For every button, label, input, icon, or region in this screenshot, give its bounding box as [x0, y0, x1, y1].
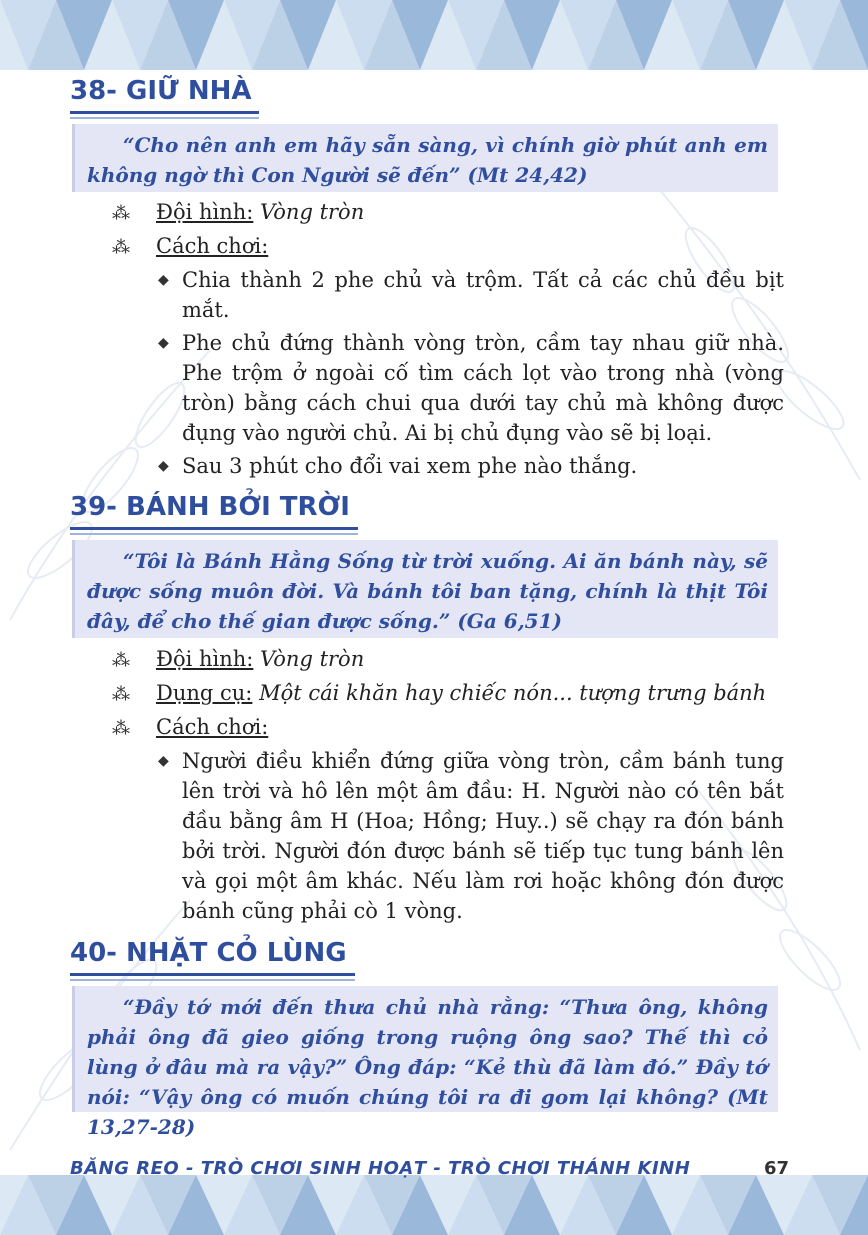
section-38-bullet-2: ◆ Phe chủ đứng thành vòng tròn, cầm tay nhau giữ nhà. Phe trộm ở ngoài cố tìm cách lọt vào trong nhà (vòng tròn) bằng cách chui qua dưới tay chủ mà không được đụng vào người chủ. Ai bị chủ đụng vào sẽ bị loại. [158, 328, 784, 448]
section-39-title: 39- BÁNH BỞI TRỜI [70, 492, 350, 532]
triple-star-icon: ⁂ [112, 203, 130, 224]
section-38-bullet-1: ◆ Chia thành 2 phe chủ và trộm. Tất cả các chủ đều bịt mắt. [158, 265, 784, 325]
diamond-bullet-icon: ◆ [158, 335, 169, 351]
diamond-bullet-icon: ◆ [158, 458, 169, 474]
section-39-quote: “Tôi là Bánh Hằng Sống từ trời xuống. Ai ăn bánh này, sẽ được sống muôn đời. Và bánh tôi ban tặng, chính là thịt Tôi đây, để cho thế gian được sống.” (Ga 6,51) [72, 540, 778, 638]
section-39-item-formation: ⁂ Đội hình: Vòng tròn [112, 644, 364, 676]
triple-star-icon: ⁂ [112, 718, 130, 739]
triple-star-icon: ⁂ [112, 650, 130, 671]
section-38-quote: “Cho nên anh em hãy sẵn sàng, vì chính giờ phút anh em không ngờ thì Con Người sẽ đến” (Mt 24,42) [72, 124, 778, 192]
section-40-quote: “Đầy tớ mới đến thưa chủ nhà rằng: “Thưa ông, không phải ông đã gieo giống trong ruộng ông sao? Thế thì cỏ lùng ở đâu mà ra vậy?” Ông đáp: “Kẻ thù đã làm đó.” Đầy tớ nói: “Vậy ông có muốn chúng tôi ra đi gom lại không? (Mt 13,27-28) [72, 986, 778, 1112]
diamond-bullet-icon: ◆ [158, 272, 169, 288]
bottom-triangle-border [0, 1175, 868, 1235]
triple-star-icon: ⁂ [112, 684, 130, 705]
section-38-item-howto: ⁂ Cách chơi: [112, 231, 268, 263]
section-40-title: 40- NHẶT CỎ LÙNG [70, 938, 347, 978]
page-number: 67 [764, 1158, 790, 1179]
top-triangle-border [0, 0, 868, 70]
section-38-bullet-3: ◆ Sau 3 phút cho đổi vai xem phe nào thắng. [158, 451, 784, 481]
section-39-item-howto: ⁂ Cách chơi: [112, 712, 268, 744]
triple-star-icon: ⁂ [112, 237, 130, 258]
section-39-bullet-1: ◆ Người điều khiển đứng giữa vòng tròn, cầm bánh tung lên trời và hô lên một âm đầu: H. Người nào có tên bắt đầu bằng âm H (Hoa; Hồng; Huy..) sẽ chạy ra đón bánh bởi trời. Người đón được bánh sẽ tiếp tục tung bánh lên và gọi một âm khác. Nếu làm rơi hoặc không đón được bánh cũng phải cò 1 vòng. [158, 746, 784, 926]
diamond-bullet-icon: ◆ [158, 753, 169, 769]
footer-book-title: BĂNG REO - TRÒ CHƠI SINH HOẠT - TRÒ CHƠI THÁNH KINH [70, 1158, 691, 1179]
section-38-title: 38- GIỮ NHÀ [70, 76, 251, 116]
section-39-item-equipment: ⁂ Dụng cụ: Một cái khăn hay chiếc nón... tượng trưng bánh [112, 678, 766, 710]
section-38-item-formation: ⁂ Đội hình: Vòng tròn [112, 197, 364, 229]
